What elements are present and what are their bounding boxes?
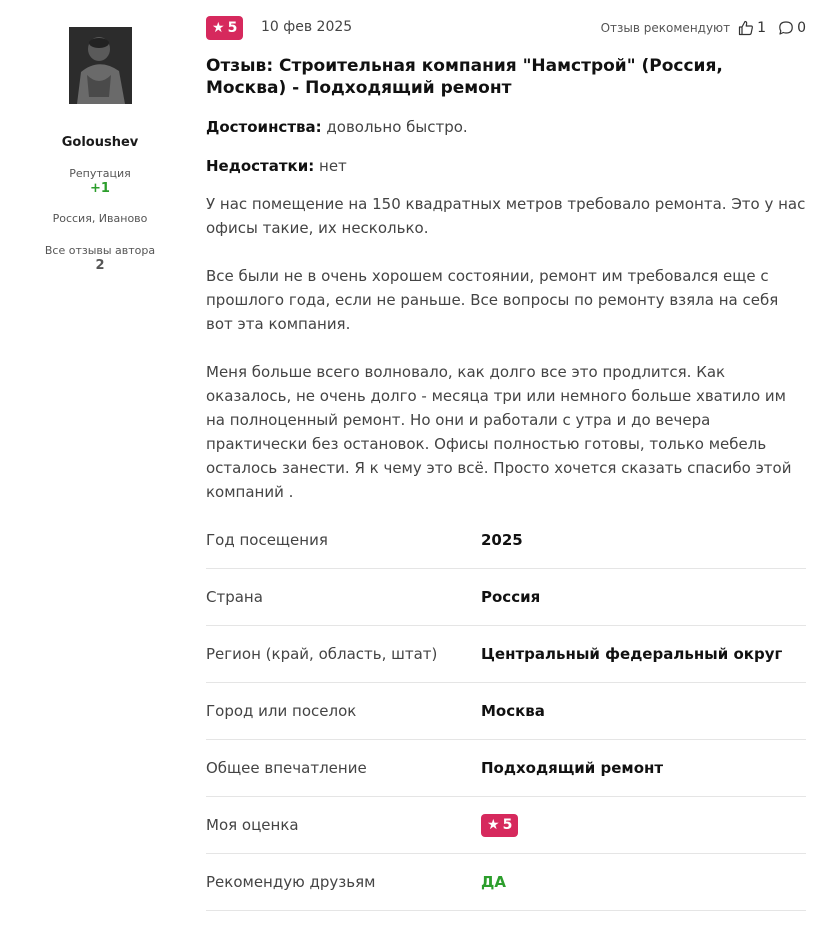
thumbs-up-icon <box>738 20 754 36</box>
star-icon: ★ <box>212 20 225 36</box>
detail-key: Город или поселок <box>206 702 357 720</box>
detail-value: Центральный федеральный округ <box>481 645 783 663</box>
pros <box>206 117 806 137</box>
detail-value: 5 <box>502 817 513 833</box>
reputation-value: +1 <box>90 181 110 196</box>
detail-value: Подходящий ремонт <box>481 759 664 777</box>
detail-row-impression <box>206 740 806 797</box>
detail-value: 2025 <box>481 531 523 549</box>
author-location: Россия, Иваново <box>52 212 148 225</box>
comment-bubble-icon <box>778 20 794 36</box>
avatar[interactable] <box>69 27 132 104</box>
cons <box>206 156 806 176</box>
detail-value: Россия <box>481 588 541 606</box>
pros-text: довольно быстро. <box>321 118 468 136</box>
recommend-label: Отзыв рекомендуют <box>600 21 731 35</box>
likes-count: 1 <box>757 20 767 36</box>
detail-row-my-rating <box>206 797 806 854</box>
rating-value: 5 <box>227 20 238 36</box>
rating-badge <box>481 814 518 837</box>
review-paragraph: Меня больше всего волновало, как долго все это продлится. Как оказалось, не очень долго - месяца три или немного больше хватило им на полноценный ремонт. Но они и работали с утра и до вечера практически без остановок. Офисы полностью готовы, только мебель осталось занести. Я к чему это всё. Просто хочется сказать спасибо этой компаний . <box>206 363 792 501</box>
detail-row-country <box>206 569 806 626</box>
review-date: 10 фев 2025 <box>261 19 353 35</box>
like-button[interactable] <box>738 20 766 36</box>
author-panel <box>30 27 170 273</box>
review-paragraph: Все были не в очень хорошем состоянии, ремонт им требовался еще с прошлого года, если не раньше. Все вопросы по ремонту взяла на себя вот эта компания. <box>206 267 779 333</box>
review-details <box>206 512 806 911</box>
detail-key: Общее впечатление <box>206 759 367 777</box>
pros-label: Достоинства: <box>206 118 322 136</box>
cons-text: нет <box>314 157 347 175</box>
detail-key: Регион (край, область, штат) <box>206 645 438 663</box>
review-paragraph: У нас помещение на 150 квадратных метров требовало ремонта. Это у нас офисы такие, их несколько. <box>206 195 806 237</box>
detail-row-region <box>206 626 806 683</box>
detail-row-visit-year <box>206 512 806 569</box>
detail-row-recommend <box>206 854 806 911</box>
reputation-label: Репутация <box>69 167 131 180</box>
all-reviews-link[interactable]: Все отзывы автора <box>44 244 156 257</box>
detail-value: Москва <box>481 702 545 720</box>
detail-key: Моя оценка <box>206 816 299 834</box>
avatar-photo <box>69 27 132 104</box>
review <box>206 16 806 528</box>
comments-count: 0 <box>797 20 806 36</box>
all-reviews-count[interactable]: 2 <box>95 258 105 273</box>
detail-key: Год посещения <box>206 531 328 549</box>
rating-badge <box>206 16 243 40</box>
detail-value: ДА <box>481 873 506 891</box>
author-name[interactable]: Goloushev <box>61 135 139 150</box>
detail-row-city <box>206 683 806 740</box>
detail-key: Рекомендую друзьям <box>206 873 376 891</box>
review-meta <box>206 16 806 41</box>
star-icon: ★ <box>487 817 500 833</box>
recommend-block <box>601 20 806 36</box>
review-title: Отзыв: Строительная компания "Намстрой" (Россия, Москва) - Подходящий ремонт <box>206 56 723 98</box>
review-body <box>206 192 806 504</box>
cons-label: Недостатки: <box>206 157 315 175</box>
detail-key: Страна <box>206 588 263 606</box>
comments-button[interactable] <box>778 20 806 36</box>
